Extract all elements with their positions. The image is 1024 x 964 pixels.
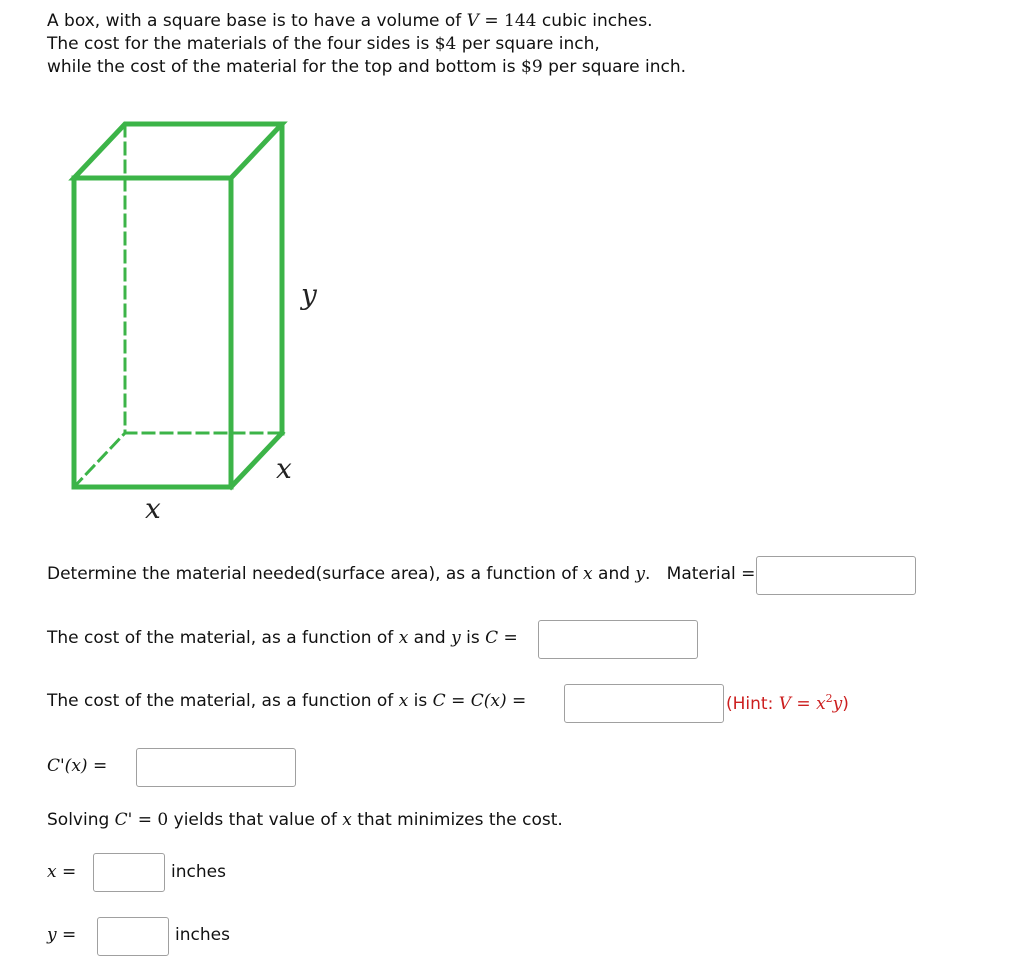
q5-statement: Solving C' = 0 yields that value of x that minimizes the cost. [47,810,563,830]
cost-x-input[interactable] [564,684,724,723]
x-value-input[interactable] [93,853,165,892]
y-unit: inches [175,925,230,945]
intro-line-1: A box, with a square base is to have a volume of V = 144 cubic inches. [47,11,653,31]
derivative-input[interactable] [136,748,296,787]
cost-xy-input[interactable] [538,620,698,659]
q4-prompt: C'(x) = [47,756,108,776]
label-x-side: x [276,452,292,485]
intro-line-3: while the cost of the material for the top and bottom is $9 per square inch. [47,57,687,77]
box-top-face [74,124,282,178]
y-value-input[interactable] [97,917,169,956]
x-answer-label: x = [47,862,77,882]
q2-prompt: The cost of the material, as a function of x and y is C = [47,628,518,648]
intro-line-2: The cost for the materials of the four sides is $4 per square inch, [47,34,600,54]
x-unit: inches [171,862,226,882]
box-front-face [74,178,231,487]
label-y: y [301,278,317,311]
box-diagram [0,0,400,540]
q1-prompt: Determine the material needed(surface area), as a function of x and y. Material = [47,564,756,584]
material-input[interactable] [756,556,916,595]
hint-text: (Hint: $V = x^2y$) [726,692,849,714]
q3-prompt: The cost of the material, as a function of x is C = C(x) = [47,691,527,711]
y-answer-label: y = [47,925,77,945]
box-right-bottom-edge [231,433,282,487]
label-x-front: x [145,492,161,525]
hidden-side-bottom-edge [74,433,125,487]
